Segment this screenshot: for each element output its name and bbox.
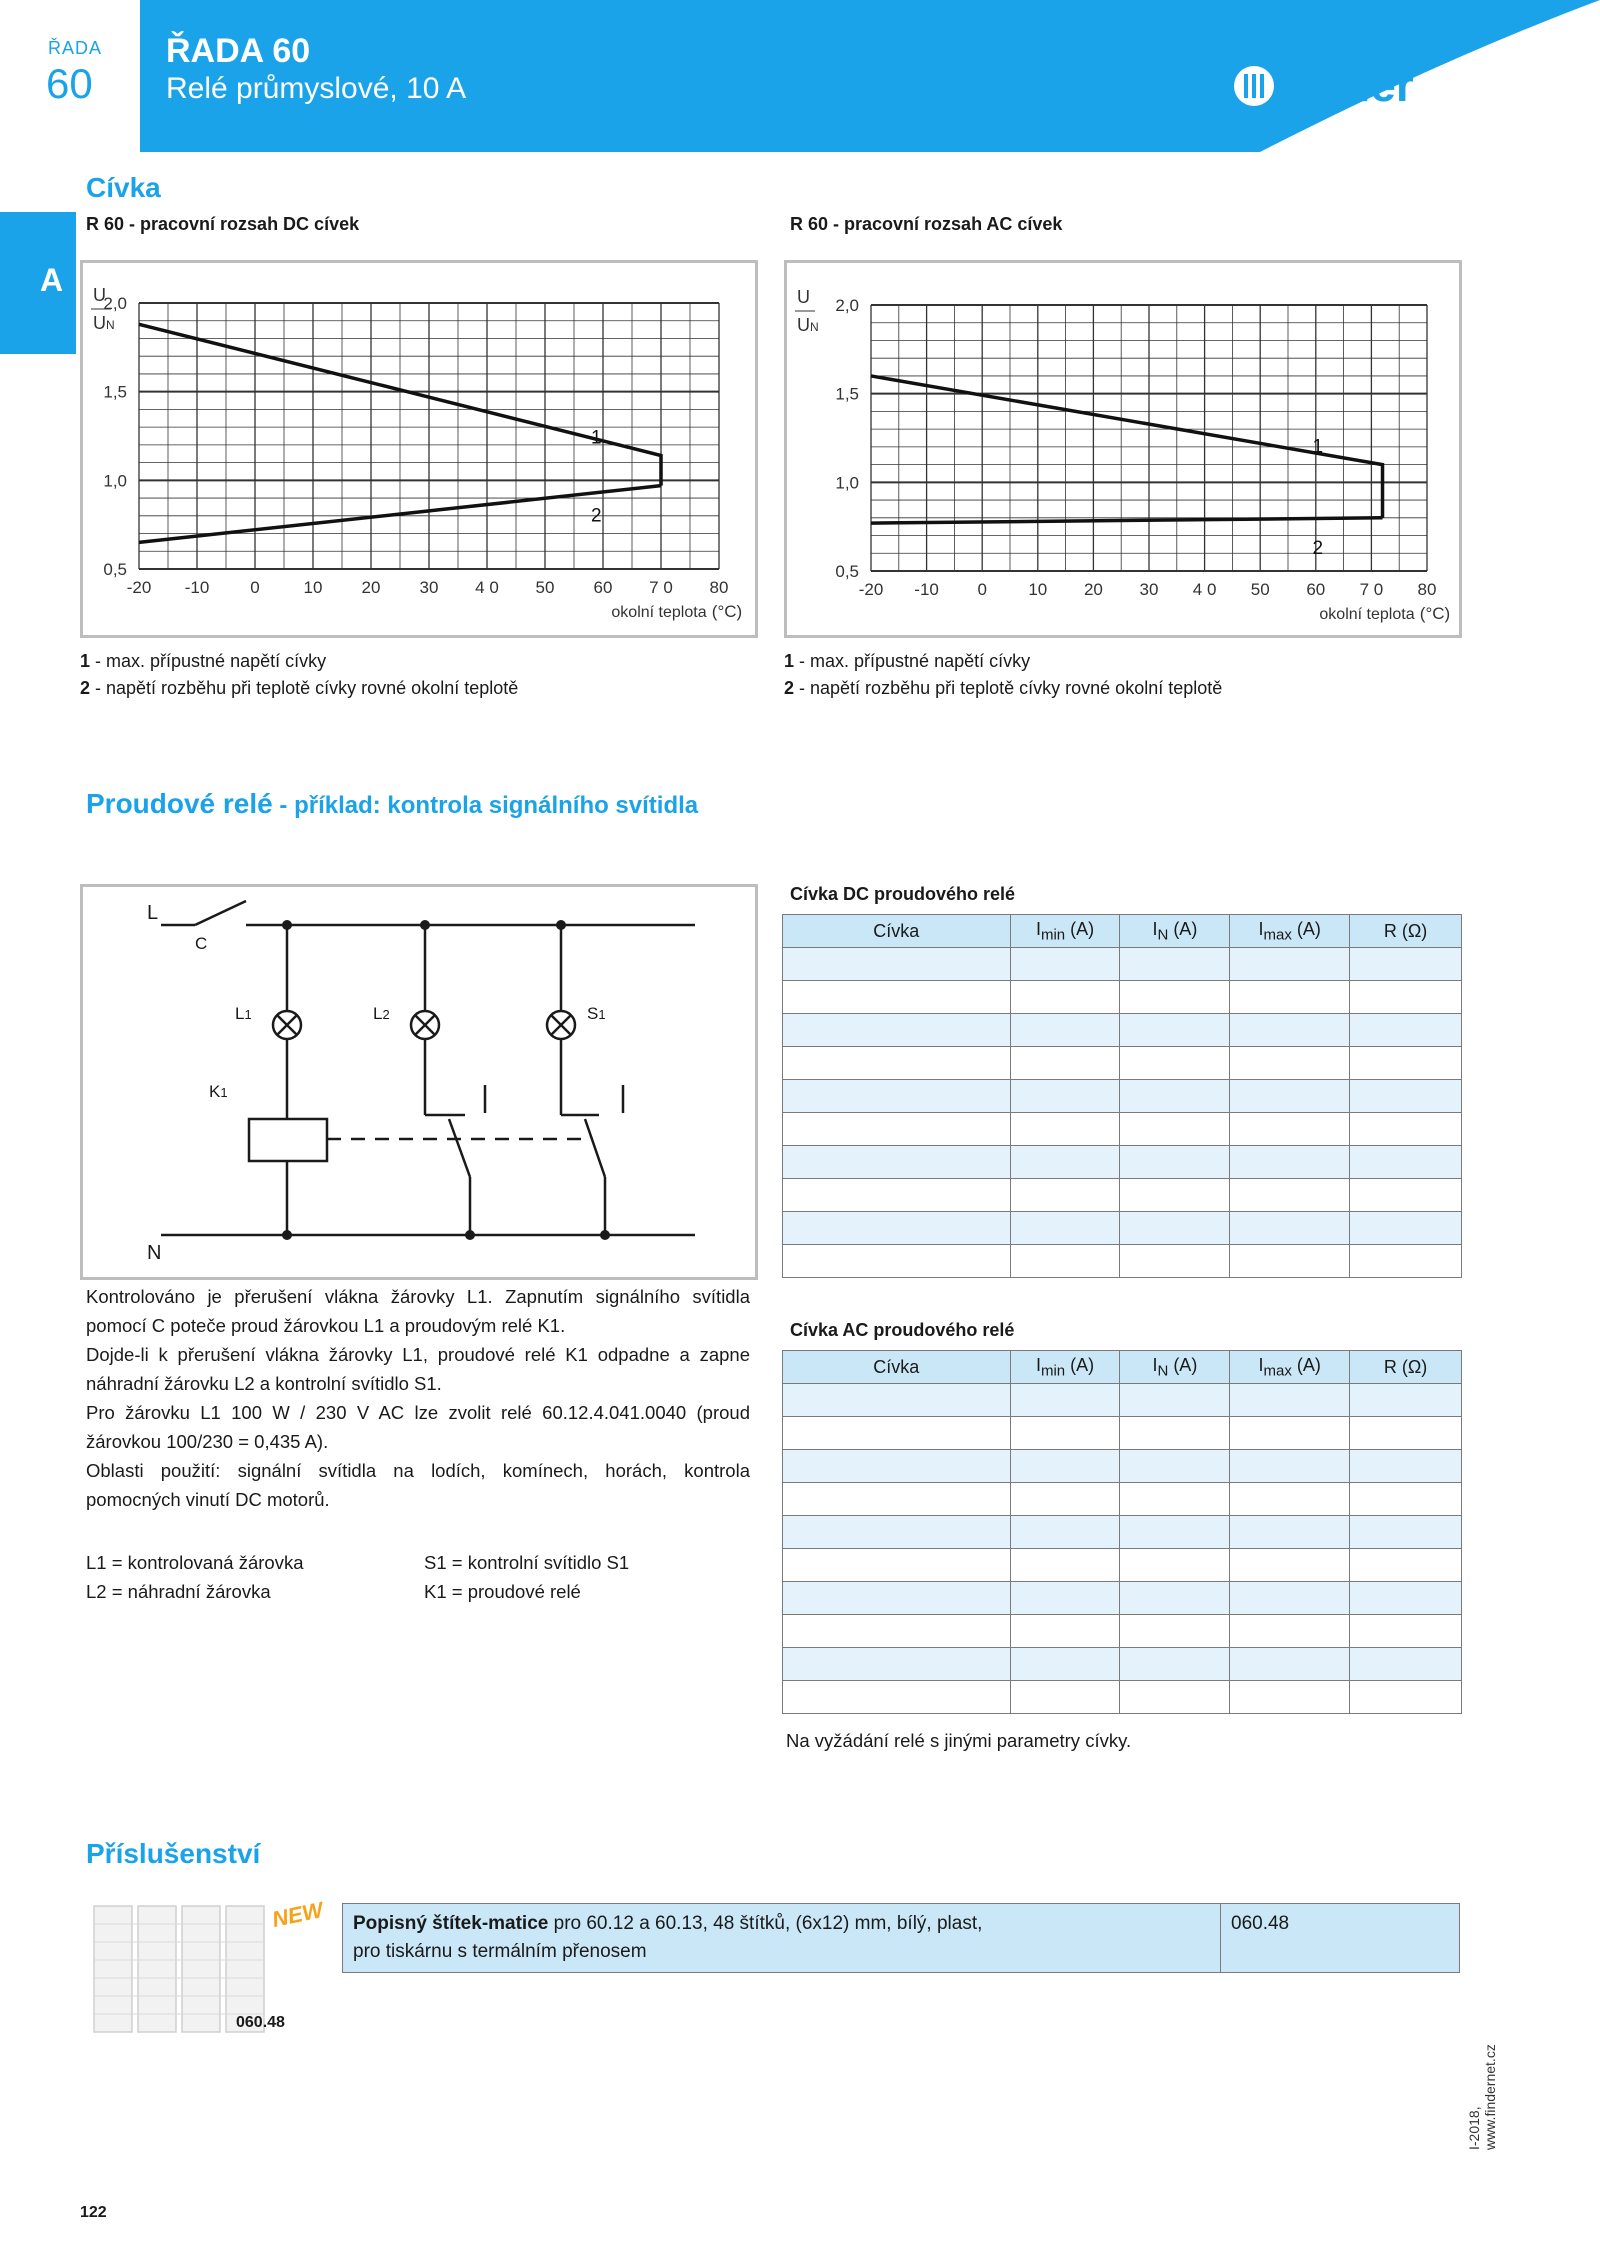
series-label-2: 2 xyxy=(591,505,602,527)
col-header-in: $I_N$ (A) xyxy=(1120,1351,1230,1384)
table-cell xyxy=(1230,1080,1350,1113)
legend-k1: K1 = proudové relé xyxy=(424,1581,581,1602)
table-cell xyxy=(1230,1047,1350,1080)
ac-legend xyxy=(784,648,1222,702)
y-axis-label: U xyxy=(93,285,106,305)
table-cell xyxy=(1230,1681,1350,1714)
table-cell xyxy=(1230,1483,1350,1516)
legend-s1: S1 = kontrolní svítidlo S1 xyxy=(424,1552,630,1573)
x-tick-label: 60 xyxy=(1306,580,1326,599)
accessory-description xyxy=(343,1904,1221,1973)
series-label-2: 2 xyxy=(1312,537,1324,559)
table-cell xyxy=(1120,1113,1230,1146)
current-relay-description xyxy=(86,1282,750,1514)
table-cell xyxy=(1230,1549,1350,1582)
table-cell xyxy=(1120,1582,1230,1615)
table-row xyxy=(783,1582,1462,1615)
x-axis-label: okolní teplota xyxy=(1319,606,1415,623)
dc-coil-chart xyxy=(83,263,755,635)
table-cell xyxy=(1010,1681,1120,1714)
circuit-label-n: N xyxy=(147,1242,162,1264)
ac-coil-chart xyxy=(787,263,1459,635)
current-relay-subtitle: - příklad: kontrola signálního svítidla xyxy=(272,792,699,819)
table-cell xyxy=(783,1113,1011,1146)
table-cell xyxy=(1350,1245,1462,1278)
table-cell xyxy=(1120,1615,1230,1648)
legend-l1: L1 = kontrolovaná žárovka xyxy=(86,1552,304,1573)
legend-2-num: 2 xyxy=(784,678,795,698)
col-header-coil: Cívka xyxy=(783,915,1011,948)
x-tick-label: 10 xyxy=(303,578,323,597)
legend-2-text: - napětí rozběhu při teplotě cívky rovné okolní teplotě xyxy=(794,678,1223,698)
col-header-imax: $I_{max}$ (A) xyxy=(1230,915,1350,948)
table-cell xyxy=(1010,1212,1120,1245)
col-header-r: R (Ω) xyxy=(1350,1351,1462,1384)
table-cell xyxy=(1350,1080,1462,1113)
desc-para-2: Dojde-li k přerušení vlákna žárovky L1, proudové relé K1 odpadne a zapne náhradní žárovku L2 a kontrolní svítidlo S1. xyxy=(86,1344,750,1394)
col-header-coil: Cívka xyxy=(783,1351,1011,1384)
dc-legend xyxy=(80,648,518,702)
table-cell xyxy=(783,1014,1011,1047)
x-tick-label: 4 0 xyxy=(1192,580,1217,599)
table-cell xyxy=(1230,1516,1350,1549)
y-tick-label: 0,5 xyxy=(103,560,127,579)
table-cell xyxy=(1010,1384,1120,1417)
table-cell xyxy=(1010,948,1120,981)
table-cell xyxy=(1350,1212,1462,1245)
table-cell xyxy=(1120,1384,1230,1417)
coil-heading: Cívka xyxy=(86,172,161,203)
x-tick-label: 0 xyxy=(977,580,987,599)
table-row xyxy=(783,1516,1462,1549)
x-tick-label: 10 xyxy=(1028,580,1048,599)
table-cell xyxy=(1120,1549,1230,1582)
desc-para-1: Kontrolováno je přerušení vlákna žárovky L1. Zapnutím signálního svítidla pomocí C poteče proud žárovkou L1 a proudovým relé K1. xyxy=(86,1286,750,1336)
table-row xyxy=(783,1549,1462,1582)
table-cell xyxy=(1120,948,1230,981)
table-cell xyxy=(1010,1179,1120,1212)
table-header-row xyxy=(783,1351,1462,1384)
table-cell xyxy=(1230,981,1350,1014)
legend-1-text: - max. přípustné napětí cívky xyxy=(90,651,327,671)
ac-table-note: Na vyžádání relé s jinými parametry cívky. xyxy=(786,1730,1132,1751)
table-cell xyxy=(783,1450,1011,1483)
table-cell xyxy=(1230,1212,1350,1245)
x-tick-label: 50 xyxy=(535,578,555,597)
dc-coil-table xyxy=(782,914,1462,1278)
x-tick-label: 80 xyxy=(709,578,729,597)
legend-l2: L2 = náhradní žárovka xyxy=(86,1581,271,1602)
table-cell xyxy=(1010,1450,1120,1483)
table-cell xyxy=(1350,1146,1462,1179)
table-cell xyxy=(1350,1615,1462,1648)
table-row xyxy=(783,1681,1462,1714)
table-cell xyxy=(1010,1014,1120,1047)
x-axis-unit: (°C) xyxy=(1419,604,1451,623)
y-tick-label: 1,0 xyxy=(835,473,859,493)
table-cell xyxy=(1350,1483,1462,1516)
table-row xyxy=(343,1904,1460,1973)
table-cell xyxy=(783,1681,1011,1714)
y-axis-label-denominator: UN xyxy=(93,313,115,333)
circuit-label-k1: K1 xyxy=(209,1082,228,1101)
circuit-label-s1: S1 xyxy=(587,1004,606,1023)
table-cell xyxy=(1120,1450,1230,1483)
table-cell xyxy=(1120,981,1230,1014)
circuit-label-l2: L2 xyxy=(373,1004,390,1023)
series-line-2 xyxy=(871,518,1383,523)
table-cell xyxy=(1350,1384,1462,1417)
table-cell xyxy=(1010,1113,1120,1146)
current-relay-heading xyxy=(86,788,698,820)
y-tick-label: 2,0 xyxy=(835,296,859,315)
table-row xyxy=(783,1483,1462,1516)
table-cell xyxy=(1350,1516,1462,1549)
table-row xyxy=(783,1113,1462,1146)
table-cell xyxy=(1010,1516,1120,1549)
table-cell xyxy=(1350,1681,1462,1714)
table-cell xyxy=(1010,1047,1120,1080)
desc-para-4: Oblasti použití: signální svítidla na lodích, komínech, horách, kontrola pomocných vinutí DC motorů. xyxy=(86,1460,750,1510)
table-cell xyxy=(1350,1179,1462,1212)
table-cell xyxy=(1230,1615,1350,1648)
table-cell xyxy=(1120,1179,1230,1212)
col-header-imin: $I_{min}$ (A) xyxy=(1010,1351,1120,1384)
table-row xyxy=(783,1080,1462,1113)
accessory-name: Popisný štítek-matice xyxy=(353,1913,549,1934)
table-cell xyxy=(1120,1080,1230,1113)
table-cell xyxy=(1120,1146,1230,1179)
table-cell xyxy=(1010,981,1120,1014)
accessory-code: 060.48 xyxy=(1221,1904,1460,1973)
x-tick-label: 20 xyxy=(361,578,381,597)
table-cell xyxy=(1350,1417,1462,1450)
table-cell xyxy=(1230,1648,1350,1681)
x-axis-unit: (°C) xyxy=(711,602,743,621)
table-cell xyxy=(1350,1047,1462,1080)
table-cell xyxy=(783,1047,1011,1080)
circuit-diagram-frame xyxy=(80,884,758,1280)
col-header-imin: $I_{min}$ (A) xyxy=(1010,915,1120,948)
table-row xyxy=(783,1648,1462,1681)
table-cell xyxy=(783,1080,1011,1113)
table-cell xyxy=(783,1483,1011,1516)
circuit-label-c: C xyxy=(195,934,208,953)
table-cell xyxy=(783,1212,1011,1245)
x-tick-label: -20 xyxy=(858,580,884,599)
table-cell xyxy=(1350,1582,1462,1615)
legend-1-num: 1 xyxy=(784,651,795,671)
table-cell xyxy=(1010,1417,1120,1450)
x-tick-label: 50 xyxy=(1250,580,1270,599)
circuit-label-l: L xyxy=(147,902,159,924)
x-tick-label: 7 0 xyxy=(649,578,673,597)
finder-logo xyxy=(1222,56,1462,116)
circuit-label-l1: L1 xyxy=(235,1004,252,1023)
y-tick-label: 0,5 xyxy=(835,562,859,581)
table-cell xyxy=(783,1648,1011,1681)
table-cell xyxy=(783,948,1011,981)
table-cell xyxy=(1350,981,1462,1014)
table-cell xyxy=(1120,1681,1230,1714)
table-row xyxy=(783,981,1462,1014)
table-cell xyxy=(1350,948,1462,981)
table-cell xyxy=(1230,1450,1350,1483)
table-cell xyxy=(1010,1483,1120,1516)
x-tick-label: 0 xyxy=(250,578,260,597)
table-cell xyxy=(1120,1417,1230,1450)
dc-chart-frame xyxy=(80,260,758,638)
x-tick-label: -20 xyxy=(126,578,152,597)
desc-para-3: Pro žárovku L1 100 W / 230 V AC lze zvolit relé 60.12.4.041.0040 (proud žárovkou 100/230 = 0,435 A). xyxy=(86,1402,750,1452)
accessory-spec-2: pro tiskárnu s termálním přenosem xyxy=(353,1941,647,1962)
table-cell xyxy=(783,981,1011,1014)
table-cell xyxy=(1120,1516,1230,1549)
label-matrix-image xyxy=(86,1896,326,2048)
table-cell xyxy=(783,1384,1011,1417)
ac-coil-table xyxy=(782,1350,1462,1714)
table-cell xyxy=(1010,1146,1120,1179)
dc-table-caption: Cívka DC proudového relé xyxy=(790,884,1016,904)
accessory-spec: pro 60.12 a 60.13, 48 štítků, (6x12) mm, bílý, plast, xyxy=(548,1913,983,1934)
table-cell xyxy=(783,1146,1011,1179)
table-cell xyxy=(1350,1648,1462,1681)
circuit-legend-left xyxy=(86,1548,304,1606)
table-cell xyxy=(783,1516,1011,1549)
table-cell xyxy=(1230,1245,1350,1278)
chart-grid xyxy=(871,305,1427,571)
footer-imprint: I-2018, www.findernet.cz xyxy=(1466,2044,1498,2150)
col-header-r: R (Ω) xyxy=(1350,915,1462,948)
table-cell xyxy=(1120,1212,1230,1245)
brand-text: finder xyxy=(1286,59,1414,111)
y-tick-label: 2,0 xyxy=(103,294,127,313)
circuit-diagram xyxy=(83,887,755,1277)
table-row xyxy=(783,1245,1462,1278)
table-row xyxy=(783,1417,1462,1450)
table-cell xyxy=(1010,1582,1120,1615)
circuit-legend-right xyxy=(424,1548,629,1606)
table-cell xyxy=(1230,1582,1350,1615)
page-title: ŘADA 60 xyxy=(166,32,311,70)
col-header-in: $I_N$ (A) xyxy=(1120,915,1230,948)
x-tick-label: 4 0 xyxy=(475,578,499,597)
current-relay-title: Proudové relé xyxy=(86,788,273,819)
image-code-label: 060.48 xyxy=(236,2014,285,2031)
legend-2-num: 2 xyxy=(80,678,91,698)
table-cell xyxy=(1120,1483,1230,1516)
page-subtitle: Relé průmyslové, 10 A xyxy=(166,72,467,105)
table-cell xyxy=(783,1417,1011,1450)
table-cell xyxy=(783,1179,1011,1212)
table-row xyxy=(783,1047,1462,1080)
series-label-1: 1 xyxy=(1312,436,1324,458)
series-number: 60 xyxy=(46,60,93,107)
ac-chart-caption: R 60 - pracovní rozsah AC cívek xyxy=(790,214,1063,234)
x-tick-label: -10 xyxy=(914,580,939,599)
table-cell xyxy=(1010,1648,1120,1681)
new-badge: NEW xyxy=(269,1896,326,1933)
table-cell xyxy=(783,1245,1011,1278)
table-row xyxy=(783,1014,1462,1047)
table-cell xyxy=(1010,1245,1120,1278)
y-axis-label-denominator: UN xyxy=(797,315,819,335)
table-cell xyxy=(1350,1450,1462,1483)
table-cell xyxy=(1120,1014,1230,1047)
table-cell xyxy=(1230,948,1350,981)
table-cell xyxy=(783,1615,1011,1648)
y-tick-label: 1,0 xyxy=(103,471,127,491)
ac-table-caption: Cívka AC proudového relé xyxy=(790,1320,1015,1340)
table-cell xyxy=(1010,1080,1120,1113)
series-label: ŘADA xyxy=(48,38,103,58)
table-row xyxy=(783,948,1462,981)
table-cell xyxy=(1230,1113,1350,1146)
table-cell xyxy=(783,1582,1011,1615)
table-row xyxy=(783,1615,1462,1648)
table-cell xyxy=(1230,1179,1350,1212)
x-tick-label: 7 0 xyxy=(1359,580,1384,599)
table-cell xyxy=(1230,1417,1350,1450)
table-row xyxy=(783,1450,1462,1483)
table-cell xyxy=(1120,1648,1230,1681)
x-tick-label: 30 xyxy=(419,578,439,597)
y-axis-label: U xyxy=(797,287,810,307)
page-number: 122 xyxy=(80,2204,107,2221)
table-cell xyxy=(1230,1014,1350,1047)
table-row xyxy=(783,1384,1462,1417)
x-tick-label: 60 xyxy=(593,578,613,597)
legend-1-text: - max. přípustné napětí cívky xyxy=(794,651,1031,671)
x-tick-label: 20 xyxy=(1083,580,1103,599)
table-cell xyxy=(783,1549,1011,1582)
table-row xyxy=(783,1146,1462,1179)
table-cell xyxy=(1350,1014,1462,1047)
col-header-imax: $I_{max}$ (A) xyxy=(1230,1351,1350,1384)
y-tick-label: 1,5 xyxy=(103,382,127,402)
table-row xyxy=(783,1179,1462,1212)
x-axis-label: okolní teplota xyxy=(611,604,707,621)
table-cell xyxy=(1120,1047,1230,1080)
series-label-1: 1 xyxy=(591,427,602,449)
y-tick-label: 1,5 xyxy=(835,384,859,404)
legend-1-num: 1 xyxy=(80,651,91,671)
table-cell xyxy=(1230,1384,1350,1417)
x-tick-label: 30 xyxy=(1139,580,1159,599)
ac-chart-frame xyxy=(784,260,1462,638)
table-cell xyxy=(1010,1615,1120,1648)
table-cell xyxy=(1010,1549,1120,1582)
table-cell xyxy=(1350,1113,1462,1146)
accessories-heading: Příslušenství xyxy=(86,1838,261,1869)
table-row xyxy=(783,1212,1462,1245)
table-cell xyxy=(1350,1549,1462,1582)
legend-2-text: - napětí rozběhu při teplotě cívky rovné okolní teplotě xyxy=(90,678,519,698)
x-tick-label: -10 xyxy=(184,578,210,597)
chart-grid xyxy=(139,303,719,569)
side-tab-letter: A xyxy=(40,262,64,298)
dc-chart-caption: R 60 - pracovní rozsah DC cívek xyxy=(86,214,360,234)
table-cell xyxy=(1120,1245,1230,1278)
x-tick-label: 80 xyxy=(1417,580,1437,599)
table-cell xyxy=(1230,1146,1350,1179)
section-side-tab xyxy=(0,212,76,354)
table-header-row xyxy=(783,915,1462,948)
accessories-table xyxy=(342,1903,1460,1973)
